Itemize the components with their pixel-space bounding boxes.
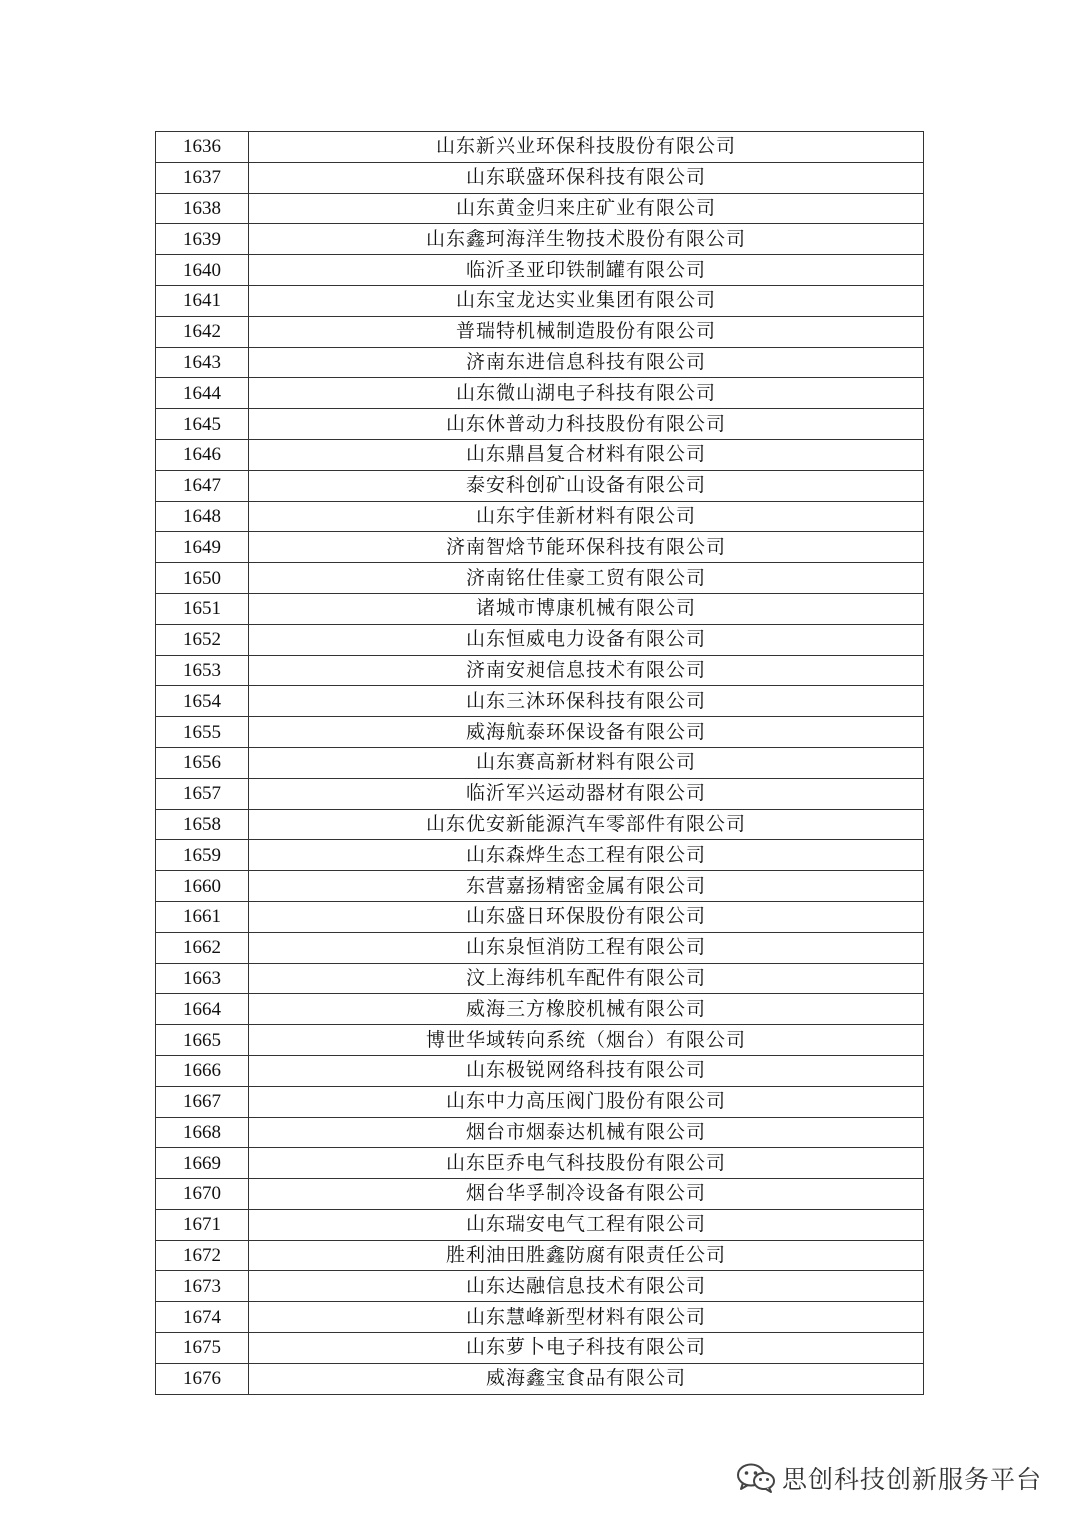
company-name: 博世华域转向系统（烟台）有限公司 xyxy=(249,1025,924,1056)
table-row xyxy=(156,285,924,316)
company-name: 山东萝卜电子科技有限公司 xyxy=(249,1333,924,1364)
row-number: 1651 xyxy=(156,593,249,624)
table-row xyxy=(156,1271,924,1302)
company-name: 烟台华孚制冷设备有限公司 xyxy=(249,1179,924,1210)
company-name: 山东臣乔电气科技股份有限公司 xyxy=(249,1148,924,1179)
table-row xyxy=(156,193,924,224)
row-number: 1668 xyxy=(156,1117,249,1148)
table-row xyxy=(156,624,924,655)
company-name: 山东三沐环保科技有限公司 xyxy=(249,686,924,717)
company-name: 诸城市博康机械有限公司 xyxy=(249,593,924,624)
table-row xyxy=(156,532,924,563)
table-row xyxy=(156,132,924,163)
table-row xyxy=(156,1179,924,1210)
row-number: 1671 xyxy=(156,1209,249,1240)
table-row xyxy=(156,409,924,440)
company-name: 山东中力高压阀门股份有限公司 xyxy=(249,1086,924,1117)
company-name: 泰安科创矿山设备有限公司 xyxy=(249,470,924,501)
table-row xyxy=(156,162,924,193)
company-name: 烟台市烟泰达机械有限公司 xyxy=(249,1117,924,1148)
table-row xyxy=(156,563,924,594)
table-row xyxy=(156,224,924,255)
table-row xyxy=(156,1117,924,1148)
table-row xyxy=(156,1025,924,1056)
table-row xyxy=(156,439,924,470)
table-row xyxy=(156,593,924,624)
company-name: 威海鑫宝食品有限公司 xyxy=(249,1363,924,1394)
company-name: 威海三方橡胶机械有限公司 xyxy=(249,994,924,1025)
table-row xyxy=(156,255,924,286)
row-number: 1645 xyxy=(156,409,249,440)
row-number: 1655 xyxy=(156,717,249,748)
row-number: 1657 xyxy=(156,778,249,809)
row-number: 1647 xyxy=(156,470,249,501)
table-row xyxy=(156,809,924,840)
company-name: 威海航泰环保设备有限公司 xyxy=(249,717,924,748)
row-number: 1653 xyxy=(156,655,249,686)
company-name: 山东达融信息技术有限公司 xyxy=(249,1271,924,1302)
table-row xyxy=(156,871,924,902)
company-name: 临沂军兴运动器材有限公司 xyxy=(249,778,924,809)
row-number: 1658 xyxy=(156,809,249,840)
table-row xyxy=(156,470,924,501)
table-row xyxy=(156,1302,924,1333)
table-row xyxy=(156,901,924,932)
table-row xyxy=(156,655,924,686)
table-row xyxy=(156,1148,924,1179)
row-number: 1654 xyxy=(156,686,249,717)
table-row xyxy=(156,686,924,717)
table-row xyxy=(156,501,924,532)
row-number: 1672 xyxy=(156,1240,249,1271)
row-number: 1661 xyxy=(156,901,249,932)
watermark xyxy=(736,1460,1042,1496)
row-number: 1670 xyxy=(156,1179,249,1210)
company-name: 临沂圣亚印铁制罐有限公司 xyxy=(249,255,924,286)
company-name: 山东优安新能源汽车零部件有限公司 xyxy=(249,809,924,840)
row-number: 1674 xyxy=(156,1302,249,1333)
company-name: 济南铭仕佳豪工贸有限公司 xyxy=(249,563,924,594)
company-name: 济南智焓节能环保科技有限公司 xyxy=(249,532,924,563)
company-name: 山东慧峰新型材料有限公司 xyxy=(249,1302,924,1333)
company-list-table xyxy=(155,131,924,1395)
table-row xyxy=(156,1209,924,1240)
row-number: 1659 xyxy=(156,840,249,871)
table-row xyxy=(156,1333,924,1364)
company-name: 山东新兴业环保科技股份有限公司 xyxy=(249,132,924,163)
company-name: 山东微山湖电子科技有限公司 xyxy=(249,378,924,409)
table-row xyxy=(156,994,924,1025)
company-name: 普瑞特机械制造股份有限公司 xyxy=(249,316,924,347)
table-row xyxy=(156,316,924,347)
table-row xyxy=(156,778,924,809)
row-number: 1676 xyxy=(156,1363,249,1394)
company-name: 山东鼎昌复合材料有限公司 xyxy=(249,439,924,470)
company-name: 山东恒威电力设备有限公司 xyxy=(249,624,924,655)
table-row xyxy=(156,1055,924,1086)
row-number: 1648 xyxy=(156,501,249,532)
table-row xyxy=(156,747,924,778)
row-number: 1642 xyxy=(156,316,249,347)
row-number: 1644 xyxy=(156,378,249,409)
row-number: 1660 xyxy=(156,871,249,902)
table-row xyxy=(156,378,924,409)
row-number: 1669 xyxy=(156,1148,249,1179)
table-row xyxy=(156,1240,924,1271)
company-name: 山东瑞安电气工程有限公司 xyxy=(249,1209,924,1240)
company-name: 山东宝龙达实业集团有限公司 xyxy=(249,285,924,316)
wechat-icon xyxy=(736,1462,776,1494)
table-row xyxy=(156,840,924,871)
row-number: 1649 xyxy=(156,532,249,563)
row-number: 1636 xyxy=(156,132,249,163)
table-row xyxy=(156,932,924,963)
row-number: 1650 xyxy=(156,563,249,594)
table-body xyxy=(156,132,924,1395)
row-number: 1639 xyxy=(156,224,249,255)
watermark-text: 思创科技创新服务平台 xyxy=(781,1465,1042,1494)
row-number: 1641 xyxy=(156,285,249,316)
table-row xyxy=(156,347,924,378)
table-row xyxy=(156,717,924,748)
row-number: 1666 xyxy=(156,1055,249,1086)
row-number: 1662 xyxy=(156,932,249,963)
company-name: 济南安昶信息技术有限公司 xyxy=(249,655,924,686)
table-row xyxy=(156,1363,924,1394)
row-number: 1675 xyxy=(156,1333,249,1364)
row-number: 1664 xyxy=(156,994,249,1025)
row-number: 1643 xyxy=(156,347,249,378)
company-name: 山东森烨生态工程有限公司 xyxy=(249,840,924,871)
row-number: 1673 xyxy=(156,1271,249,1302)
company-name: 山东联盛环保科技有限公司 xyxy=(249,162,924,193)
row-number: 1652 xyxy=(156,624,249,655)
company-name: 东营嘉扬精密金属有限公司 xyxy=(249,871,924,902)
row-number: 1646 xyxy=(156,439,249,470)
company-name: 山东泉恒消防工程有限公司 xyxy=(249,932,924,963)
company-name: 胜利油田胜鑫防腐有限责任公司 xyxy=(249,1240,924,1271)
company-name: 山东休普动力科技股份有限公司 xyxy=(249,409,924,440)
company-name: 济南东进信息科技有限公司 xyxy=(249,347,924,378)
company-name: 山东盛日环保股份有限公司 xyxy=(249,901,924,932)
company-name: 山东黄金归来庄矿业有限公司 xyxy=(249,193,924,224)
row-number: 1667 xyxy=(156,1086,249,1117)
company-name: 山东鑫珂海洋生物技术股份有限公司 xyxy=(249,224,924,255)
row-number: 1665 xyxy=(156,1025,249,1056)
company-name: 汶上海纬机车配件有限公司 xyxy=(249,963,924,994)
row-number: 1640 xyxy=(156,255,249,286)
table-row xyxy=(156,963,924,994)
row-number: 1637 xyxy=(156,162,249,193)
table-row xyxy=(156,1086,924,1117)
company-name: 山东极锐网络科技有限公司 xyxy=(249,1055,924,1086)
company-name: 山东赛高新材料有限公司 xyxy=(249,747,924,778)
row-number: 1638 xyxy=(156,193,249,224)
row-number: 1663 xyxy=(156,963,249,994)
company-name: 山东宇佳新材料有限公司 xyxy=(249,501,924,532)
row-number: 1656 xyxy=(156,747,249,778)
